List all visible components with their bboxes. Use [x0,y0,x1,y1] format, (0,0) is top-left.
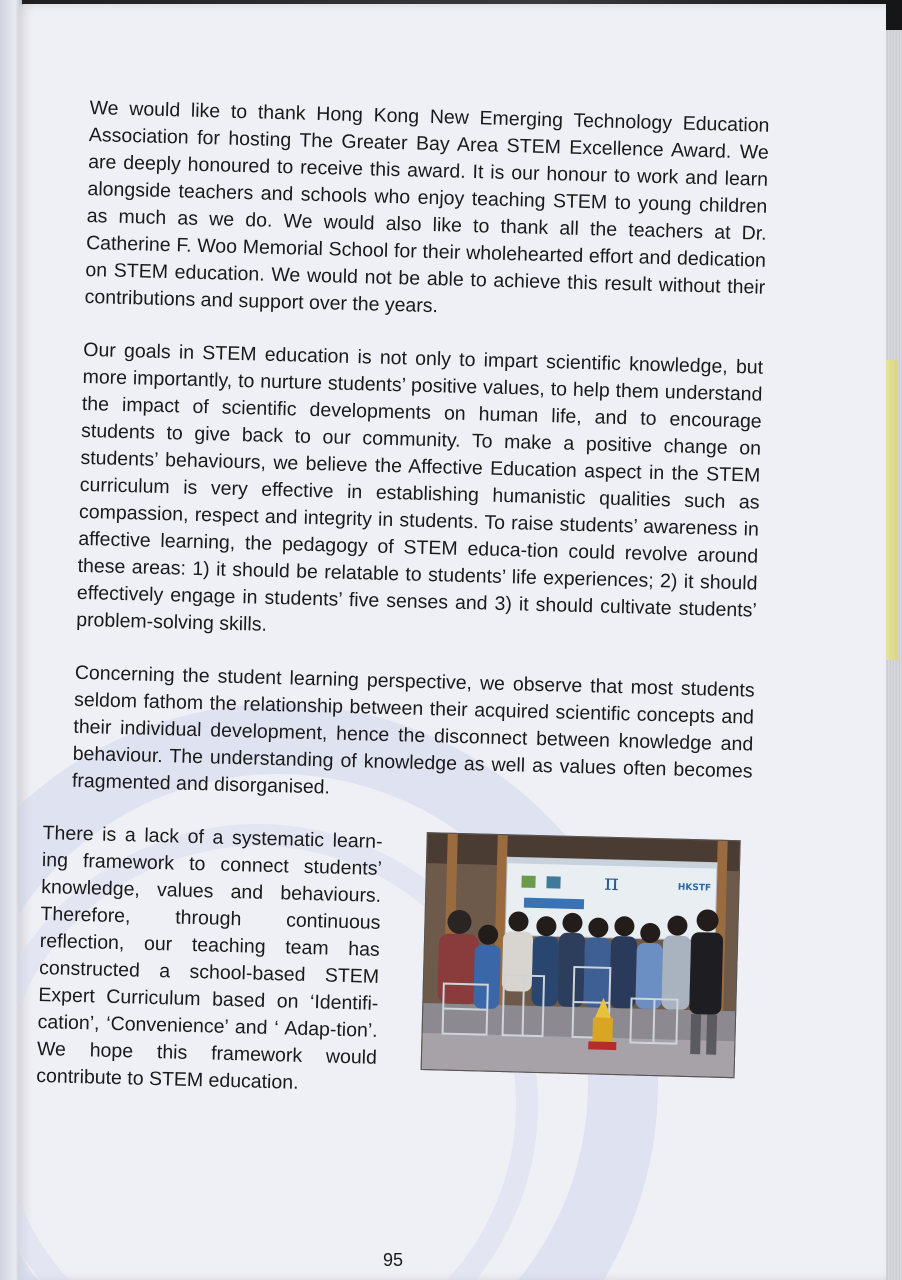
paragraph-learning-perspective: Concerning the student learning perspective, we observe that most students seldom fathom the relationship between their acquired scientific concepts and their individual development, hence the disconnect between knowledge and behaviour. The understanding of knowledge as well as values often becomes fragmented and disorganised. [71,661,755,799]
page-tab-marker [884,360,898,660]
framework-section [36,821,751,1109]
team-photo-illustration [422,833,740,1077]
banner-pi-symbol: π [603,870,620,897]
page-number: 95 [382,1250,404,1270]
paragraph-framework: There is a lack of a systematic learn-ing framework to connect students’ knowledge, values and behaviours. Therefore, through continuous reflection, our teaching team has constructed a school-based STEM Expert Curriculum based on ‘Identifi-cation’, ‘Convenience’ and ‘ Adap-tion’. We hope this framework would contribute to STEM education. [36,822,383,1094]
paragraph-goals: Our goals in STEM education is not only to impart scientific knowledge, but more importantly, to nurture students’ positive values, to help them understand the impact of scientific developments on human life, and to encourage students to give back to our community. To make a positive change on students’ behaviours, we believe the Affective Education aspect in the STEM curriculum is very effective in establishing humanistic qualities such as compassion, respect and integrity in students. To raise students’ awareness in affective learning, the pedagogy of STEM educa-tion could revolve around these areas: 1) it should be relatable to students’ life experiences; 2) it should effectively engage in students’ five senses and 3) it should cultivate students’ problem-solving skills. [75,338,764,636]
banner-logo-text: HKSTF [677,882,712,894]
team-photo [421,832,741,1078]
paragraph-acknowledgement: We would like to thank Hong Kong New Emerging Technology Education Association for hosting The Greater Bay Area STEM Excellence Award. We are deeply honoured to receive this award. It is our honour to work and learn alongside teachers and schools who enjoy teaching STEM to young children as much as we do. We would also like to thank all the teachers at Dr. Catherine F. Woo Memorial School for their wholehearted effort and dedication on STEM education. We would not be able to achieve this result without their contributions and support over the years. [84,96,770,318]
page-content [36,95,770,1108]
